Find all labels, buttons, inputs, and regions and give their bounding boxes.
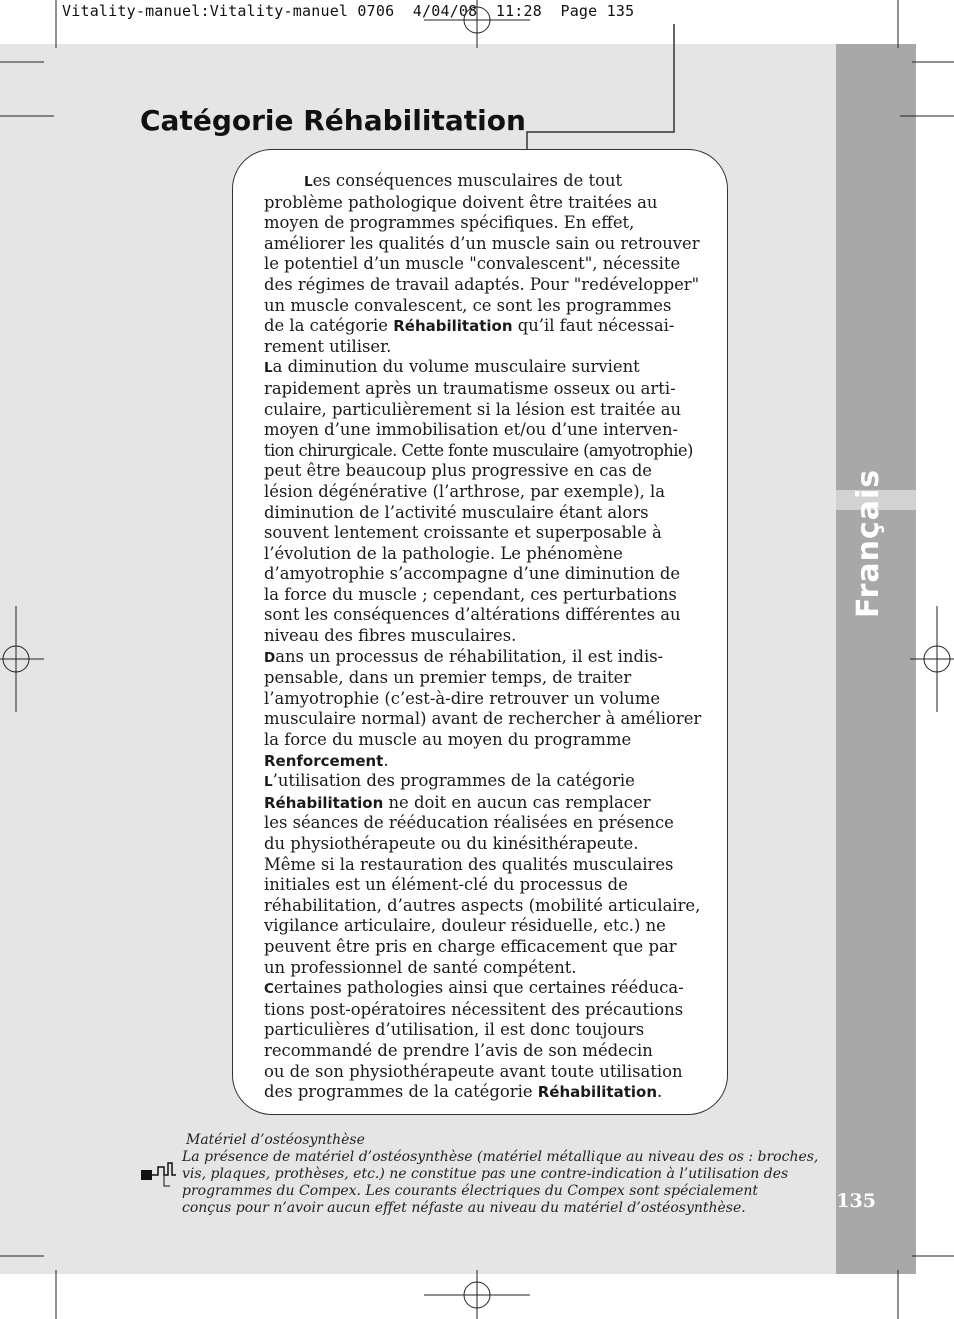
paragraph-2 [264,357,704,646]
text-line: tions post-opératoires nécessitent des précautions [264,999,684,1019]
text-line: . [383,750,389,770]
text-line: un muscle convalescent, ce sont les programmes [264,295,672,315]
text-line: moyen d’une immobilisation et/ou d’une interven- [264,420,679,440]
text-line: l’évolution de la pathologie. Le phénomène [264,543,623,563]
note-line: La présence de matériel d’ostéosynthèse (matériel métallique au niveau des os : broches, [182,1149,819,1165]
text-line: rapidement après un traumatisme osseux ou arti- [264,378,676,398]
drop-initial: D [264,649,276,666]
paragraph-5 [264,978,704,1103]
paragraph-3 [264,647,704,772]
text-line: améliorer les qualités d’un muscle sain ou retrouver [264,233,700,253]
text-line: de la catégorie [264,316,394,336]
text-line: les séances de rééducation réalisées en présence [264,813,674,833]
text-line: souvent lentement croissante et superposable à [264,523,662,543]
text-line: diminution de l’activité musculaire étant alors [264,502,649,522]
text-line: peuvent être pris en charge efficacement que par [264,936,677,956]
text-line: ne doit en aucun cas remplacer [383,792,651,812]
paragraph-1 [264,171,704,357]
text-line: moyen de programmes spécifiques. En effet, [264,213,635,233]
side-language-label: Français [851,468,886,618]
text-line: vigilance articulaire, douleur résiduelle, etc.) ne [264,916,666,936]
page-title: Catégorie Réhabilitation [140,104,526,137]
text-line: qu’il faut nécessai- [512,316,675,336]
text-line: la force du muscle ; cependant, ces perturbations [264,584,677,604]
text-line: ’utilisation des programmes de la catégorie [272,771,635,791]
note-text [182,1149,822,1217]
page-number: 135 [836,1190,876,1212]
text-line: es conséquences musculaires de tout [312,171,623,190]
text-line: lésion dégénérative (l’arthrose, par exemple), la [264,481,666,501]
text-line: la force du muscle au moyen du programme [264,730,632,750]
text-line: peut être beaucoup plus progressive en cas de [264,461,653,481]
text-line: niveau des fibres musculaires. [264,626,517,646]
text-line: réhabilitation, d’autres aspects (mobilité articulaire, [264,895,701,915]
text-line: du physiothérapeute ou du kinésithérapeute. [264,834,639,853]
text-line: rement utiliser. [264,336,392,356]
text-line: culaire, particulièrement si la lésion est traitée au [264,399,682,419]
text-line: d’amyotrophie s’accompagne d’une diminution de [264,564,681,584]
text-line: pensable, dans un premier temps, de traiter [264,668,632,688]
text-line: tion chirurgicale. Cette fonte musculaire (amyotrophie) [264,440,693,460]
text-line: problème pathologique doivent être traitées au [264,192,658,212]
drop-initial: L [264,360,273,377]
text-line: le potentiel d’un muscle "convalescent", nécessite [264,254,681,274]
waveform-note-icon [140,1160,184,1188]
text-line: ou de son physiothérapeute avant toute utilisation [264,1061,683,1081]
text-line: ertaines pathologies ainsi que certaines rééduca- [273,978,684,998]
text-line: a diminution du volume musculaire survient [272,357,640,377]
print-slug-line: Vitality-manuel:Vitality-manuel 0706 4/04/08 11:28 Page 135 [62,2,635,20]
text-line: ans un processus de réhabilitation, il est indis- [275,646,664,666]
text-line: des programmes de la catégorie [264,1082,538,1102]
note-line: programmes du Compex. Les courants électriques du Compex sont spécialement [182,1183,759,1199]
body-text [264,171,704,1103]
text-line: sont les conséquences d’altérations différentes au [264,605,681,625]
program-keyword: Réhabilitation [537,1083,658,1102]
text-line: . [657,1082,663,1102]
note-title: Matériel d’ostéosynthèse [186,1132,365,1148]
text-line: l’amyotrophie (c’est-à-dire retrouver un volume [264,688,661,708]
text-line: des régimes de travail adaptés. Pour "redévelopper" [264,274,700,294]
program-keyword: Renforcement [264,751,384,770]
drop-initial: C [264,981,274,998]
text-line: musculaire normal) avant de rechercher à améliorer [264,709,702,729]
program-keyword: Réhabilitation [264,793,384,812]
text-line: particulières d’utilisation, il est donc toujours [264,1020,645,1040]
text-line: Même si la restauration des qualités musculaires [264,854,674,874]
text-line: recommandé de prendre l’avis de son médecin [264,1040,653,1060]
text-line: initiales est un élément-clé du processus de [264,875,628,895]
program-keyword: Réhabilitation [393,317,513,336]
paragraph-4 [264,771,704,978]
text-line: un professionnel de santé compétent. [264,957,577,977]
note-line: conçus pour n’avoir aucun effet néfaste au niveau du matériel d’ostéosynthèse. [182,1200,746,1216]
drop-initial: L [304,174,313,190]
note-line: vis, plaques, prothèses, etc.) ne constitue pas une contre-indication à l’utilisation des [182,1166,789,1182]
drop-initial: L [264,774,273,791]
